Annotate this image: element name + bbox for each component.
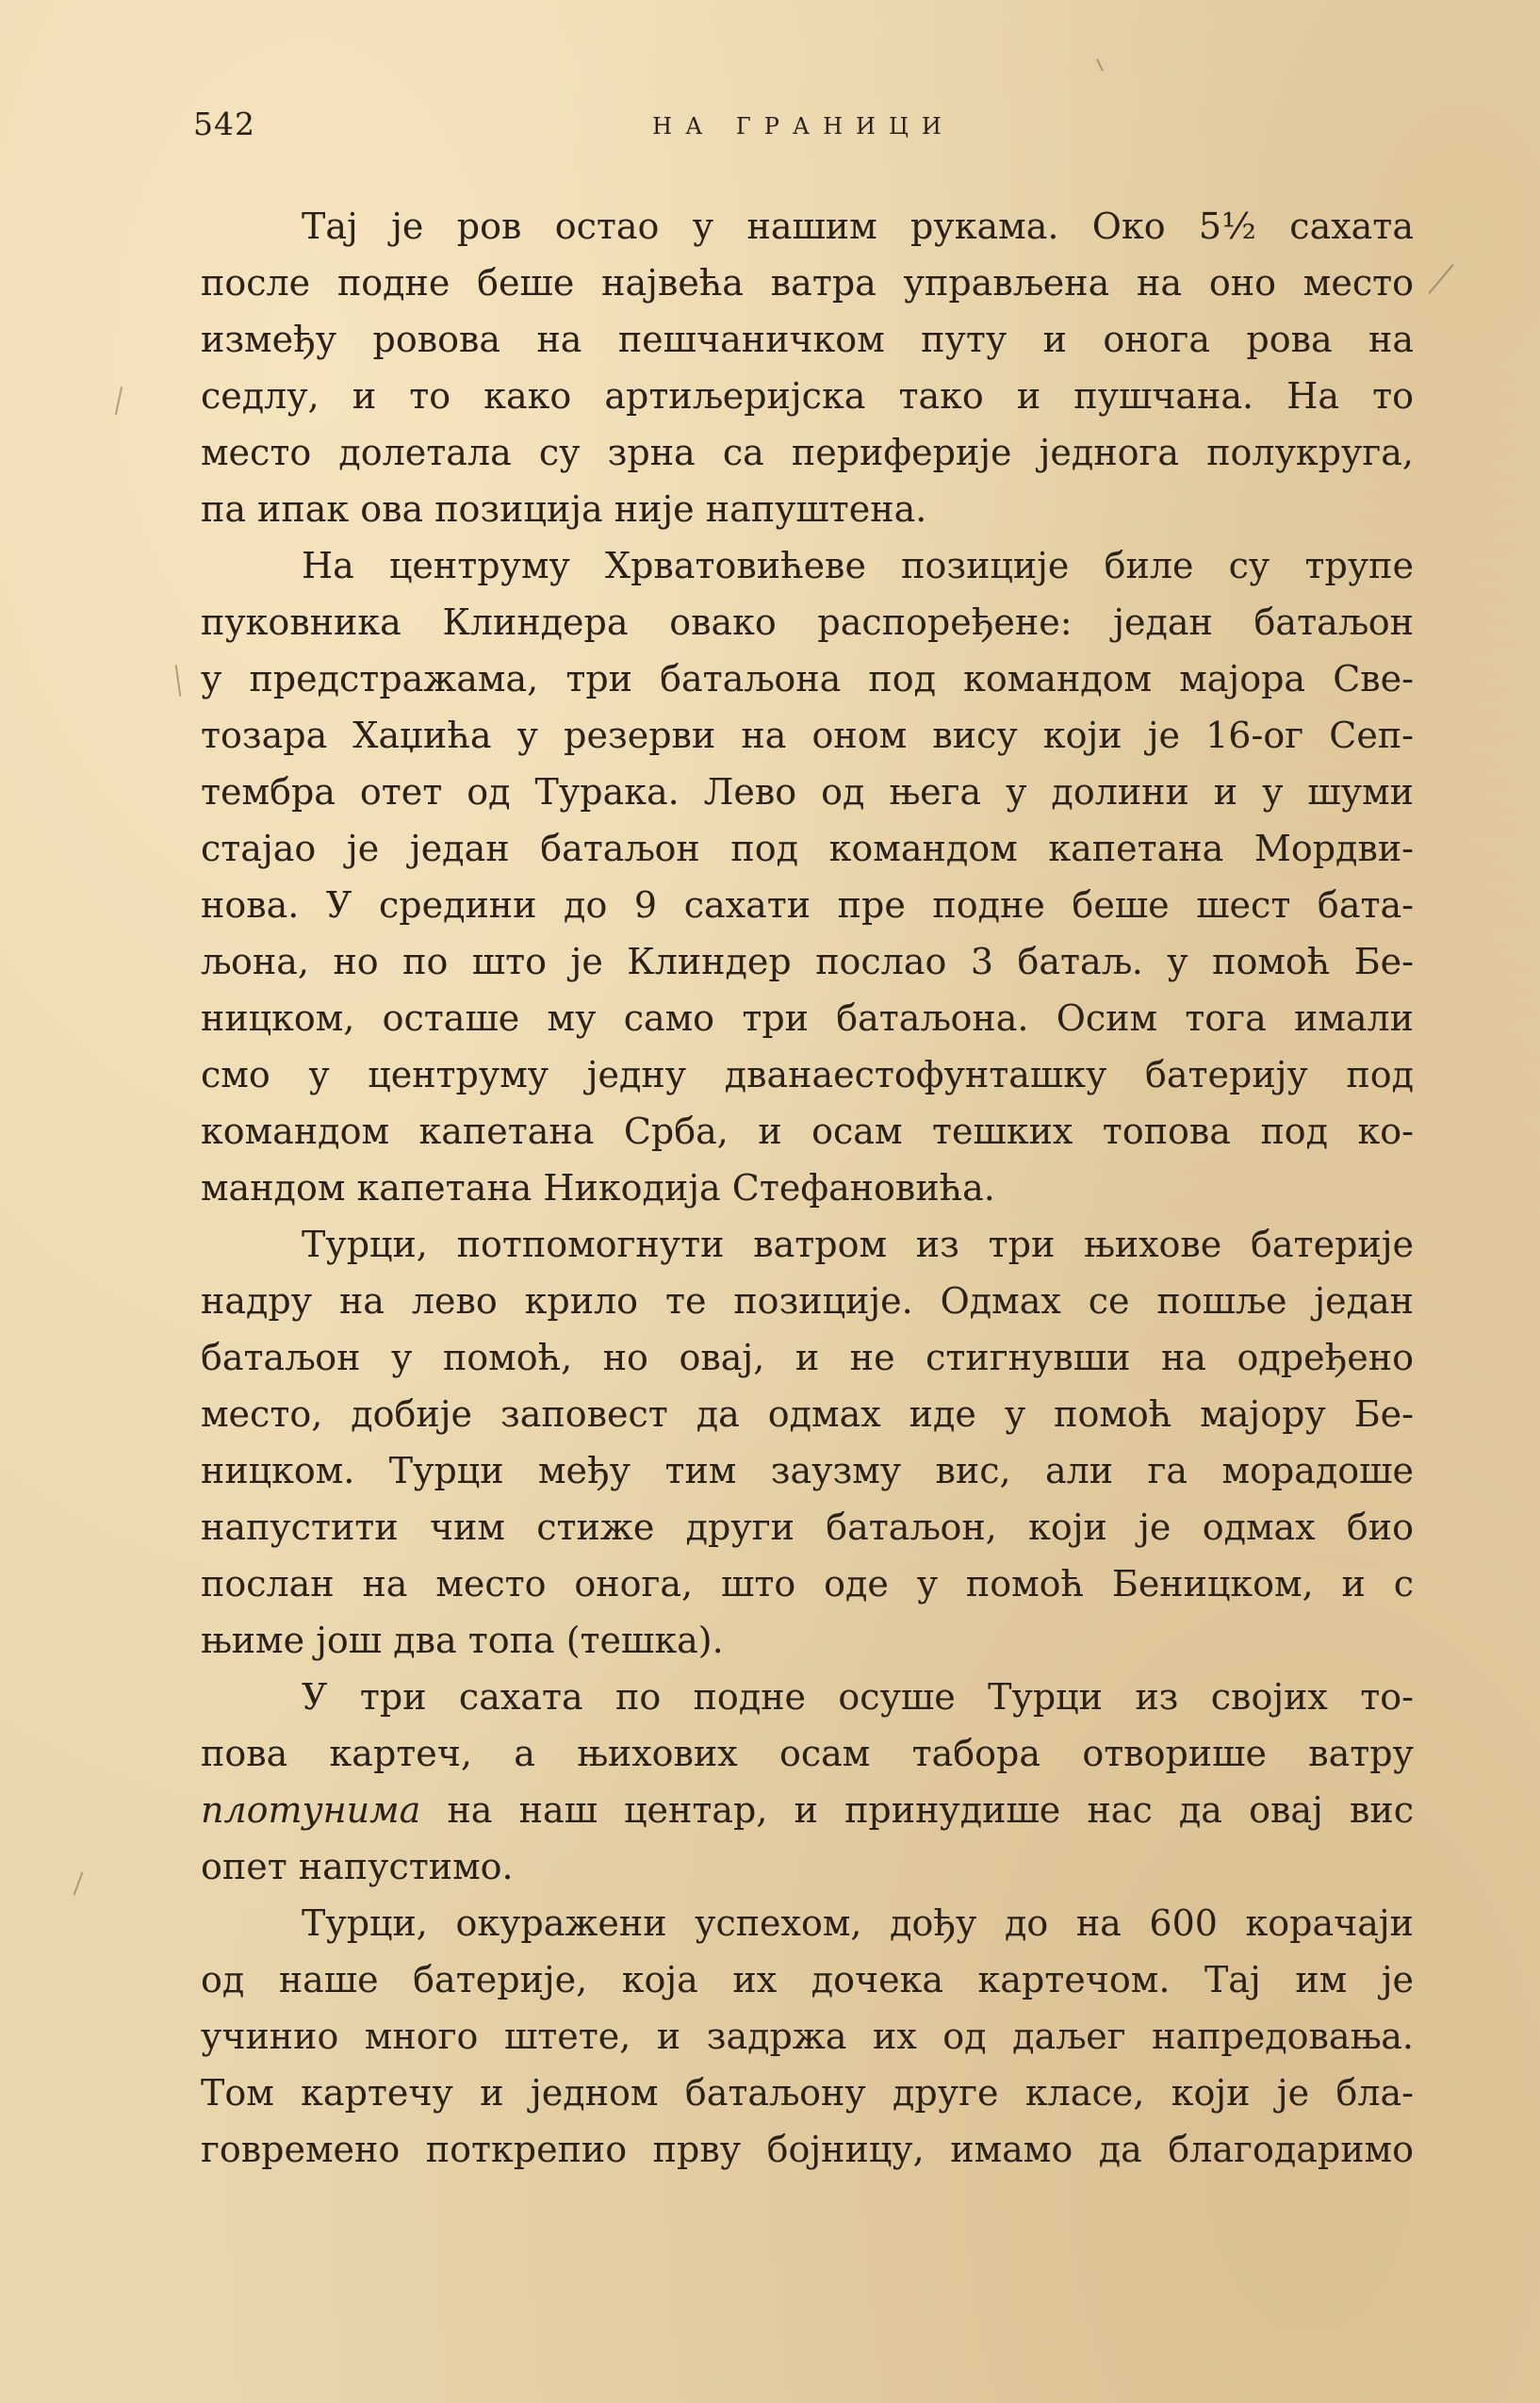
italic-word: плотунима (201, 1789, 421, 1831)
margin-mark (115, 387, 123, 415)
text-line: говремено поткрепио прву бојницу, имамо да благодаримо (201, 2129, 1414, 2170)
margin-mark (74, 1871, 84, 1895)
margin-mark (1096, 58, 1104, 72)
text-line: На центруму Хрватовићеве позиције биле су трупе (302, 545, 1414, 586)
paragraph-5 (201, 1895, 1414, 2178)
running-head (193, 106, 1414, 162)
text-line: па ипак ова позиција није напуштена. (201, 488, 927, 530)
body-text (201, 198, 1414, 2178)
text-line: Турци, потпомогнути ватром из три њихове батерије (302, 1224, 1414, 1265)
text-line: тозара Хаџића у резерви на оном вису који је 16-ог Сеп- (201, 715, 1414, 756)
text-line: ницком. Турци међу тим заузму вис, али га морадоше (201, 1450, 1414, 1491)
text-line: тембра отет од Турака. Лево од њега у долини и у шуми (201, 771, 1414, 813)
text-line: мандом капетана Никодија Стефановића. (201, 1167, 995, 1209)
text-line: У три сахата по подне осуше Турци из својих то- (302, 1676, 1414, 1718)
text-line: у предстражама, три батаљона под командом мајора Све- (201, 658, 1414, 700)
text-line: седлу, и то како артиљеријска тако и пушчана. На то (201, 375, 1414, 417)
text-line: место, добије заповест да одмах иде у помоћ мајору Бе- (201, 1393, 1414, 1435)
text-line: опет напустимо. (201, 1846, 514, 1887)
paragraph-4 (201, 1669, 1414, 1895)
text-line: Том картечу и једном батаљону друге класе, који је бла- (201, 2072, 1414, 2114)
text-line: Турци, окуражени успехом, дођу до на 600 корачаји (302, 1902, 1414, 1944)
text-line: од наше батерије, која их дочека картечом. Тај им је (201, 1959, 1414, 2000)
text-line: батаљон у помоћ, но овај, и не стигнувши на одређено (201, 1337, 1414, 1378)
margin-mark (1428, 264, 1453, 294)
text-line: стајао је један батаљон под командом капетана Мордви- (201, 828, 1414, 869)
text-line: нова. У средини до 9 сахати пре подне беше шест бата- (201, 884, 1414, 926)
paragraph-2 (201, 537, 1414, 1216)
text-line: послан на место онога, што оде у помоћ Беницком, и с (201, 1563, 1414, 1605)
text-line: напустити чим стиже други батаљон, који је одмах био (201, 1506, 1414, 1548)
page-number: 542 (193, 106, 255, 142)
text-line: љона, но по што је Клиндер послао 3 батаљ. у помоћ Бе- (201, 941, 1414, 982)
text-line: плотунима на наш центар, и принудише нас да овај вис (201, 1789, 1414, 1831)
text-line: место долетала су зрна са периферије једнога полукруга, (201, 432, 1414, 473)
text-line: пуковника Клиндера овако распоређене: један батаљон (201, 601, 1414, 643)
text-line: између ровова на пешчаничком путу и онога рова на (201, 319, 1414, 360)
paragraph-1 (201, 198, 1414, 537)
text-line: њиме још два топа (тешка). (201, 1620, 724, 1661)
text-line: ницком, осташе му само три батаљона. Осим тога имали (201, 997, 1414, 1039)
margin-mark (175, 665, 182, 697)
text-line: надру на лево крило те позиције. Одмах се пошље један (201, 1280, 1414, 1322)
text-line: Тај је ров остао у нашим рукама. Око 5½ сахата (302, 206, 1414, 247)
text-line: смо у центруму једну дванаестофунташку батерију под (201, 1054, 1414, 1095)
text-line: после подне беше највећа ватра управљена на оно место (201, 262, 1414, 304)
running-title: НА ГРАНИЦИ (652, 113, 955, 140)
text-line: командом капетана Срба, и осам тешких топова под ко- (201, 1111, 1414, 1152)
text-line: учинио много штете, и задржа их од даљег напредовања. (201, 2016, 1414, 2057)
paragraph-3 (201, 1216, 1414, 1669)
text-line: пова картеч, а њихових осам табора отворише ватру (201, 1733, 1414, 1774)
